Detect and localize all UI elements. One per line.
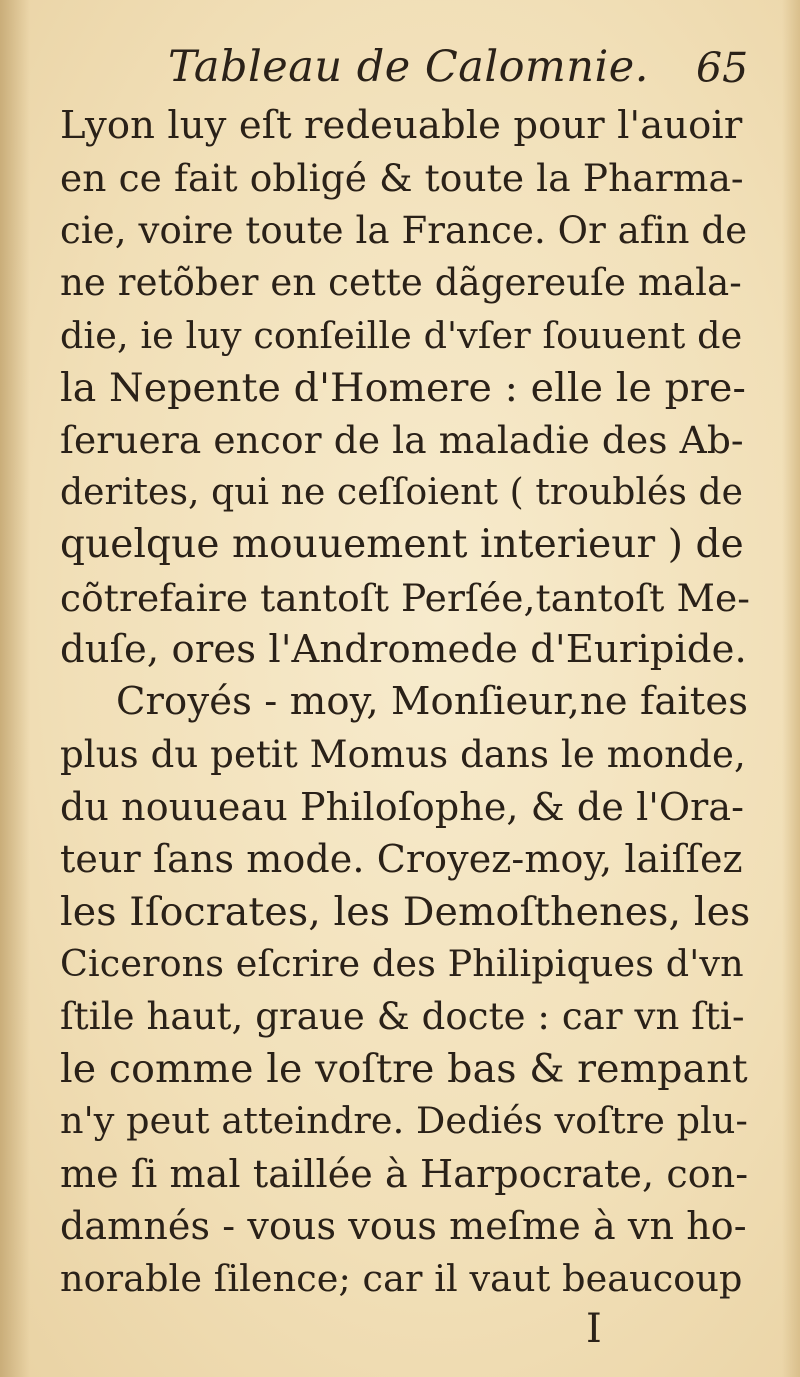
- text-line: n'y peut atteindre. Dediés voſtre plu-: [60, 1099, 748, 1143]
- text-line: ſeruera encor de la maladie des Ab-: [60, 418, 744, 463]
- text-line: en ce fait obligé & toute la Pharma-: [60, 156, 744, 201]
- text-line: du nouueau Philoſophe, & de l'Ora-: [60, 785, 745, 830]
- text-line: cie, voire toute la France. Or afin de: [60, 208, 748, 252]
- text-line: quelque mouuement interieur ) de: [60, 522, 744, 568]
- page-number: 65: [696, 44, 749, 92]
- text-line: plus du petit Momus dans le monde,: [60, 732, 746, 776]
- text-line: le comme le voſtre bas & rempant: [60, 1046, 748, 1093]
- signature-mark: I: [586, 1306, 602, 1352]
- text-line: derites, qui ne ceſſoient ( troublés de: [60, 471, 744, 513]
- text-line: Lyon luy eſt redeuable pour l'auoir: [60, 103, 743, 148]
- text-line: ne retõber en cette dãgereuſe mala-: [60, 261, 742, 305]
- text-line: norable ſilence; car il vaut beaucoup: [60, 1256, 743, 1300]
- running-title: Tableau de Calomnie.: [168, 42, 649, 92]
- text-line: duſe, ores l'Andromede d'Euripide.: [60, 626, 747, 672]
- text-line: damnés - vous vous meſme à vn ho-: [60, 1204, 747, 1249]
- text-line: les Iſocrates, les Demoſthenes, les: [60, 888, 751, 935]
- body-text: [60, 100, 750, 1305]
- text-line: me ſi mal taillée à Harpocrate, con-: [60, 1151, 749, 1196]
- text-line: die, ie luy conſeille d'vſer ſouuent de: [60, 313, 743, 357]
- text-line: la Nepente d'Homere : elle le pre-: [60, 364, 746, 411]
- paragraph-start-line: Croyés - moy, Monſieur,ne faites: [116, 679, 749, 725]
- text-line: ſtile haut, graue & docte : car vn ſti-: [60, 994, 745, 1038]
- text-line: teur ſans mode. Croyez-moy, laiſſez: [60, 837, 743, 882]
- text-line: Cicerons eſcrire des Philipiques d'vn: [60, 942, 744, 986]
- text-line: cõtrefaire tantoſt Perſée,tantoſt Me-: [60, 575, 751, 620]
- running-head: [0, 42, 800, 104]
